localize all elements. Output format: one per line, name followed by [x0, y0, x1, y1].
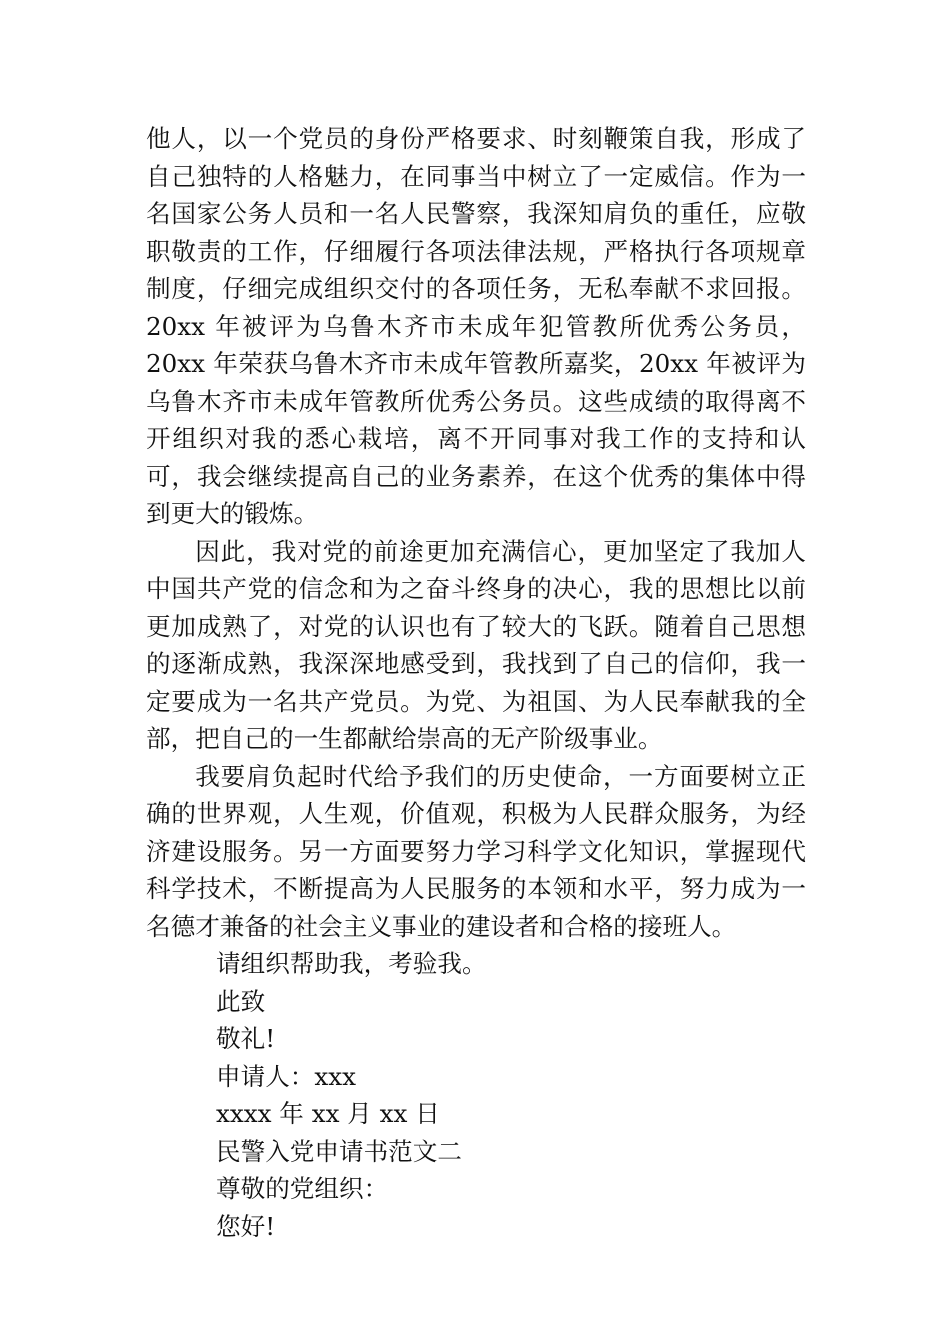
paragraph-continued: 他人，以一个党员的身份严格要求、时刻鞭策自我，形成了自己独特的人格魅力，在同事当中树立了一定威信。作为一名国家公务人员和一名人民警察，我深知肩负的重任，应敬职敬责的工作，仔细履行各项法律法规，严格执行各项规章制度，仔细完成组织交付的各项任务，无私奉献不求回报。20xx 年被评为乌鲁木齐市未成年犯管教所优秀公务员，20xx 年荣获乌鲁木齐市未成年管教所嘉奖，20xx 年被评为乌鲁木齐市未成年管教所优秀公务员。这些成绩的取得离不开组织对我的悉心栽培，离不开同事对我工作的支持和认可，我会继续提高自己的业务素养，在这个优秀的集体中得到更大的锻炼。 — [146, 124, 806, 528]
greeting-line: 尊敬的党组织： — [216, 1174, 389, 1203]
paragraph-2: 因此，我对党的前途更加充满信心，更加坚定了我加人中国共产党的信念和为之奋斗终身的决心，我的思想比以前更加成熟了，对党的认识也有了较大的飞跃。随着自己思想的逐渐成熟，我深深地感受到，我找到了自己的信仰，我一定要成为一名共产党员。为党、为祖国、为人民奉献我的全部，把自己的一生都献给崇高的无产阶级事业。 — [146, 536, 806, 753]
applicant-line: 申请人：xxx — [216, 1061, 356, 1091]
salutation-cizhi: 此致 — [216, 986, 266, 1016]
salutation-jingli: 敬礼! — [216, 1024, 276, 1053]
document-body — [146, 120, 806, 1245]
request-line: 请组织帮助我，考验我。 — [216, 949, 487, 978]
hello-line: 您好! — [216, 1211, 276, 1241]
paragraph-3: 我要肩负起时代给予我们的历史使命，一方面要树立正确的世界观，人生观，价值观，积极为人民群众服务，为经济建设服务。另一方面要努力学习科学文化知识，掌握现代科学技术，不断提高为人民服务的本领和水平，努力成为一名德才兼备的社会主义事业的建设者和合格的接班人。 — [146, 761, 806, 941]
date-line: xxxx 年 xx 月 xx 日 — [216, 1099, 440, 1128]
section-title: 民警入党申请书范文二 — [216, 1136, 462, 1166]
